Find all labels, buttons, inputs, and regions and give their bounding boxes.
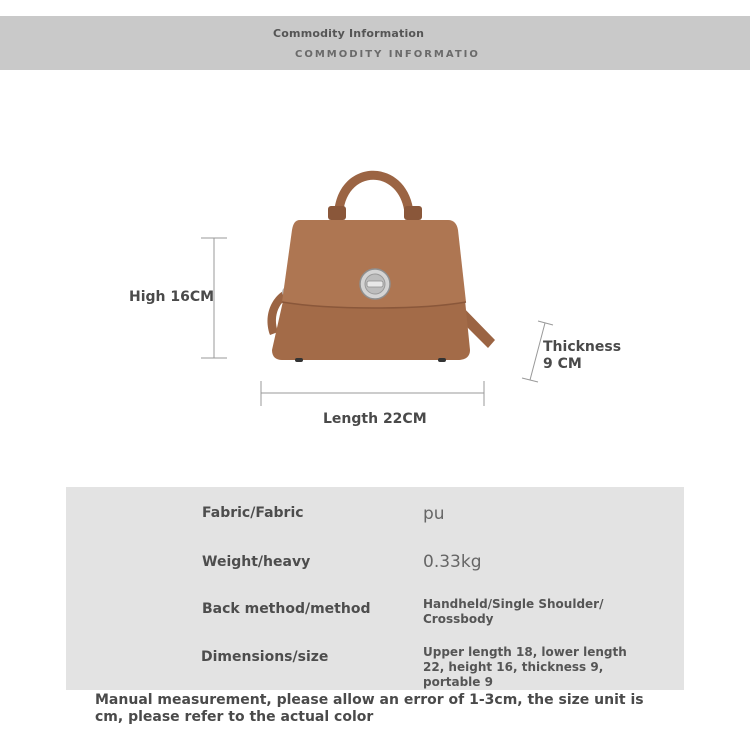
- header-subtitle: COMMODITY INFORMATIO: [295, 49, 480, 60]
- spec-key-weight: Weight/heavy: [202, 554, 311, 570]
- spec-key-dimensions: Dimensions/size: [201, 649, 329, 665]
- header-title: Commodity Information: [273, 27, 425, 40]
- bag-lock: [360, 269, 390, 299]
- spec-key-fabric: Fabric/Fabric: [202, 505, 304, 521]
- product-image-stage: [0, 70, 750, 490]
- spec-value-fabric: pu: [423, 504, 445, 524]
- thickness-label: Thickness 9 CM: [543, 339, 622, 372]
- length-label: Length 22CM: [323, 411, 427, 427]
- spec-value-back-method: Handheld/Single Shoulder/ Crossbody: [423, 597, 604, 626]
- height-label: High 16CM: [129, 289, 215, 305]
- measurement-note: Manual measurement, please allow an error of 1-3cm, the size unit is cm, please refer to the actual color: [95, 692, 644, 725]
- header-banner: [0, 16, 750, 70]
- length-dimension-line: [261, 381, 484, 406]
- spec-value-weight: 0.33kg: [423, 552, 482, 572]
- spec-key-back-method: Back method/method: [202, 601, 371, 617]
- specs-table: [66, 487, 684, 690]
- spec-value-dimensions: Upper length 18, lower length 22, height 16, thickness 9, portable 9: [423, 645, 627, 689]
